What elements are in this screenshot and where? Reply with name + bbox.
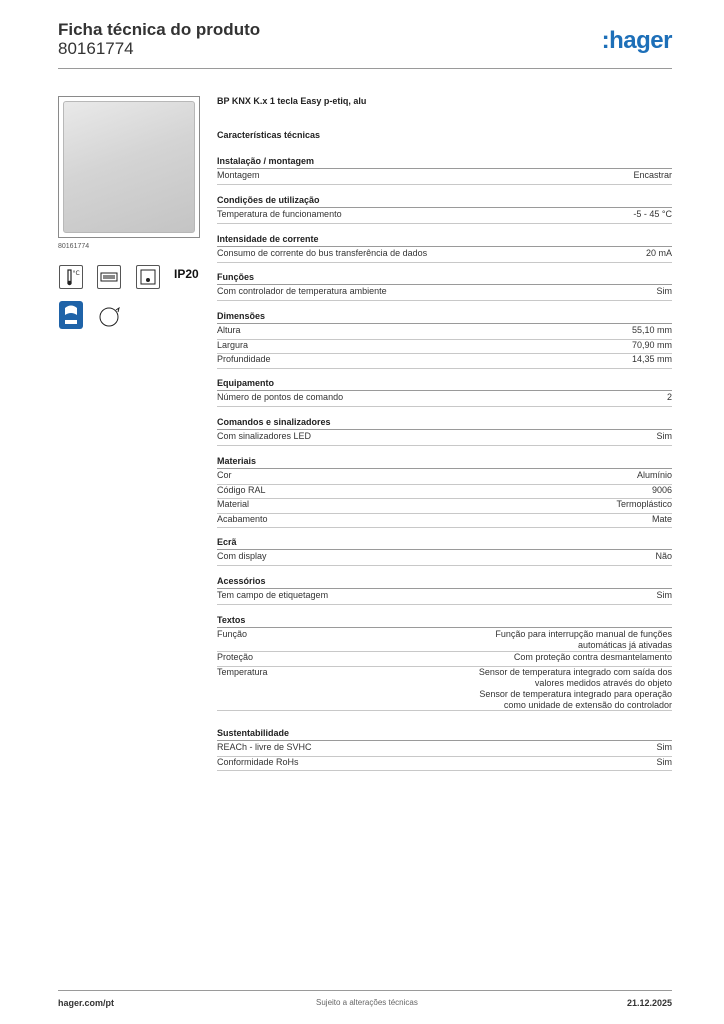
section-rule bbox=[217, 390, 672, 391]
spec-label: REACh - livre de SVHC bbox=[217, 742, 312, 752]
spec-row bbox=[217, 431, 672, 442]
section-title: Materiais bbox=[217, 456, 257, 466]
spec-label: Número de pontos de comando bbox=[217, 392, 344, 402]
spec-value: -5 - 45 °C bbox=[633, 209, 672, 219]
section-rule bbox=[217, 627, 672, 628]
footer-website-link[interactable]: hager.com/pt bbox=[58, 998, 115, 1008]
product-plate-image bbox=[63, 101, 195, 233]
spec-value: Sim bbox=[656, 590, 672, 600]
row-divider bbox=[217, 300, 672, 301]
spec-row bbox=[217, 652, 672, 663]
spec-row bbox=[217, 551, 672, 562]
spec-label: Consumo de corrente do bus transferência de dados bbox=[217, 248, 428, 258]
spec-value: Sim bbox=[656, 431, 672, 441]
characteristics-title: Características técnicas bbox=[217, 130, 321, 140]
spec-value: Alumínio bbox=[636, 470, 672, 480]
spec-row bbox=[217, 629, 672, 651]
spec-label: Função bbox=[217, 629, 248, 639]
spec-value-line: como unidade de extensão do controlador bbox=[503, 699, 672, 710]
spec-value: 55,10 mm bbox=[631, 325, 672, 335]
row-divider bbox=[217, 770, 672, 771]
product-photo bbox=[58, 96, 200, 238]
spec-row bbox=[217, 340, 672, 351]
spec-value: Encastrar bbox=[633, 170, 672, 180]
spec-value: 2 bbox=[666, 392, 672, 402]
display-panel-icon bbox=[97, 265, 121, 289]
page-title: Ficha técnica do produto bbox=[58, 20, 261, 39]
product-code: 80161774 bbox=[58, 39, 134, 58]
section-title: Equipamento bbox=[217, 378, 275, 388]
spec-row bbox=[217, 514, 672, 525]
section-rule bbox=[217, 323, 672, 324]
row-divider bbox=[217, 223, 672, 224]
spec-value-line: Sensor de temperatura integrado com saída dos bbox=[478, 666, 672, 677]
section-title: Funções bbox=[217, 272, 255, 282]
spec-value: Sim bbox=[656, 742, 672, 752]
footer-date: 21.12.2025 bbox=[626, 998, 672, 1008]
section-title: Dimensões bbox=[217, 311, 266, 321]
spec-row bbox=[217, 248, 672, 259]
section-title: Condições de utilização bbox=[217, 195, 320, 205]
row-divider bbox=[217, 184, 672, 185]
row-divider bbox=[217, 262, 672, 263]
row-divider bbox=[217, 406, 672, 407]
spec-label: Temperatura bbox=[217, 666, 268, 677]
spec-row bbox=[217, 470, 672, 481]
section-rule bbox=[217, 740, 672, 741]
spec-label: Largura bbox=[217, 339, 249, 350]
spec-label: Com sinalizadores LED bbox=[217, 431, 312, 441]
row-divider bbox=[217, 604, 672, 605]
header-divider bbox=[58, 68, 672, 69]
spec-row bbox=[217, 209, 672, 220]
row-divider bbox=[217, 368, 672, 369]
spec-label: Tem campo de etiquetagem bbox=[217, 590, 329, 600]
spec-label: Profundidade bbox=[217, 354, 271, 365]
spec-label: Montagem bbox=[217, 170, 260, 180]
row-divider bbox=[217, 710, 672, 711]
section-rule bbox=[217, 246, 672, 247]
ip20-badge: IP20 bbox=[174, 267, 199, 281]
sensor-icon bbox=[136, 265, 160, 289]
svg-text:°C: °C bbox=[72, 270, 80, 277]
section-title: Instalação / montagem bbox=[217, 156, 315, 166]
spec-row bbox=[217, 499, 672, 510]
section-title: Acessórios bbox=[217, 576, 266, 586]
row-divider bbox=[217, 445, 672, 446]
spec-label: Com display bbox=[217, 551, 267, 561]
spec-label: Cor bbox=[217, 470, 232, 480]
spec-value: 70,90 mm bbox=[631, 339, 672, 350]
spec-value: Termoplástico bbox=[616, 499, 672, 510]
section-title: Comandos e sinalizadores bbox=[217, 417, 331, 427]
photo-caption: 80161774 bbox=[58, 243, 90, 250]
section-title: Sustentabilidade bbox=[217, 728, 290, 738]
spec-row bbox=[217, 757, 672, 768]
spec-row bbox=[217, 742, 672, 753]
spec-value: Não bbox=[655, 551, 672, 561]
ekinx-icon bbox=[59, 301, 83, 329]
spec-value: Sim bbox=[656, 286, 672, 296]
hager-logo: :hager bbox=[601, 27, 672, 54]
spec-row bbox=[217, 170, 672, 181]
section-rule bbox=[217, 168, 672, 169]
spec-row bbox=[217, 485, 672, 496]
section-title: Ecrã bbox=[217, 537, 237, 547]
section-title: Textos bbox=[217, 615, 246, 625]
section-rule bbox=[217, 207, 672, 208]
spec-value: 14,35 mm bbox=[631, 354, 672, 365]
spec-value: Mate bbox=[651, 513, 672, 524]
row-divider bbox=[217, 565, 672, 566]
thermometer-icon bbox=[59, 265, 83, 289]
section-rule bbox=[217, 549, 672, 550]
spec-value-line: Função para interrupção manual de funções bbox=[495, 629, 672, 639]
spec-value: Sim bbox=[656, 756, 672, 767]
section-title: Intensidade de corrente bbox=[217, 234, 319, 244]
section-rule bbox=[217, 468, 672, 469]
spec-row bbox=[217, 354, 672, 365]
spec-value-line: valores medidos através do objeto bbox=[534, 677, 672, 688]
spec-label: Código RAL bbox=[217, 484, 266, 495]
spec-label: Proteção bbox=[217, 652, 254, 662]
spec-value: 20 mA bbox=[645, 248, 672, 258]
spec-row bbox=[217, 286, 672, 297]
section-rule bbox=[217, 588, 672, 589]
rotation-icon bbox=[97, 305, 121, 329]
spec-value: 9006 bbox=[651, 484, 672, 495]
spec-label: Altura bbox=[217, 325, 241, 335]
footer-note: Sujeito a alterações técnicas bbox=[316, 998, 418, 1007]
spec-value-line: automáticas já ativadas bbox=[577, 640, 672, 650]
section-rule bbox=[217, 284, 672, 285]
section-rule bbox=[217, 429, 672, 430]
row-divider bbox=[217, 527, 672, 528]
spec-row bbox=[217, 325, 672, 336]
product-name: BP KNX K.x 1 tecla Easy p-etiq, alu bbox=[217, 96, 367, 106]
spec-label: Acabamento bbox=[217, 513, 268, 524]
spec-value-line: Com proteção contra desmantelamento bbox=[513, 652, 672, 662]
spec-label: Com controlador de temperatura ambiente bbox=[217, 286, 387, 296]
spec-value-line: Sensor de temperatura integrado para operação bbox=[479, 688, 672, 699]
spec-row bbox=[217, 392, 672, 403]
footer-divider bbox=[58, 990, 672, 991]
spec-row bbox=[217, 667, 672, 711]
spec-label: Temperatura de funcionamento bbox=[217, 209, 342, 219]
spec-label: Material bbox=[217, 499, 250, 510]
spec-row bbox=[217, 590, 672, 601]
spec-label: Conformidade RoHs bbox=[217, 756, 299, 767]
